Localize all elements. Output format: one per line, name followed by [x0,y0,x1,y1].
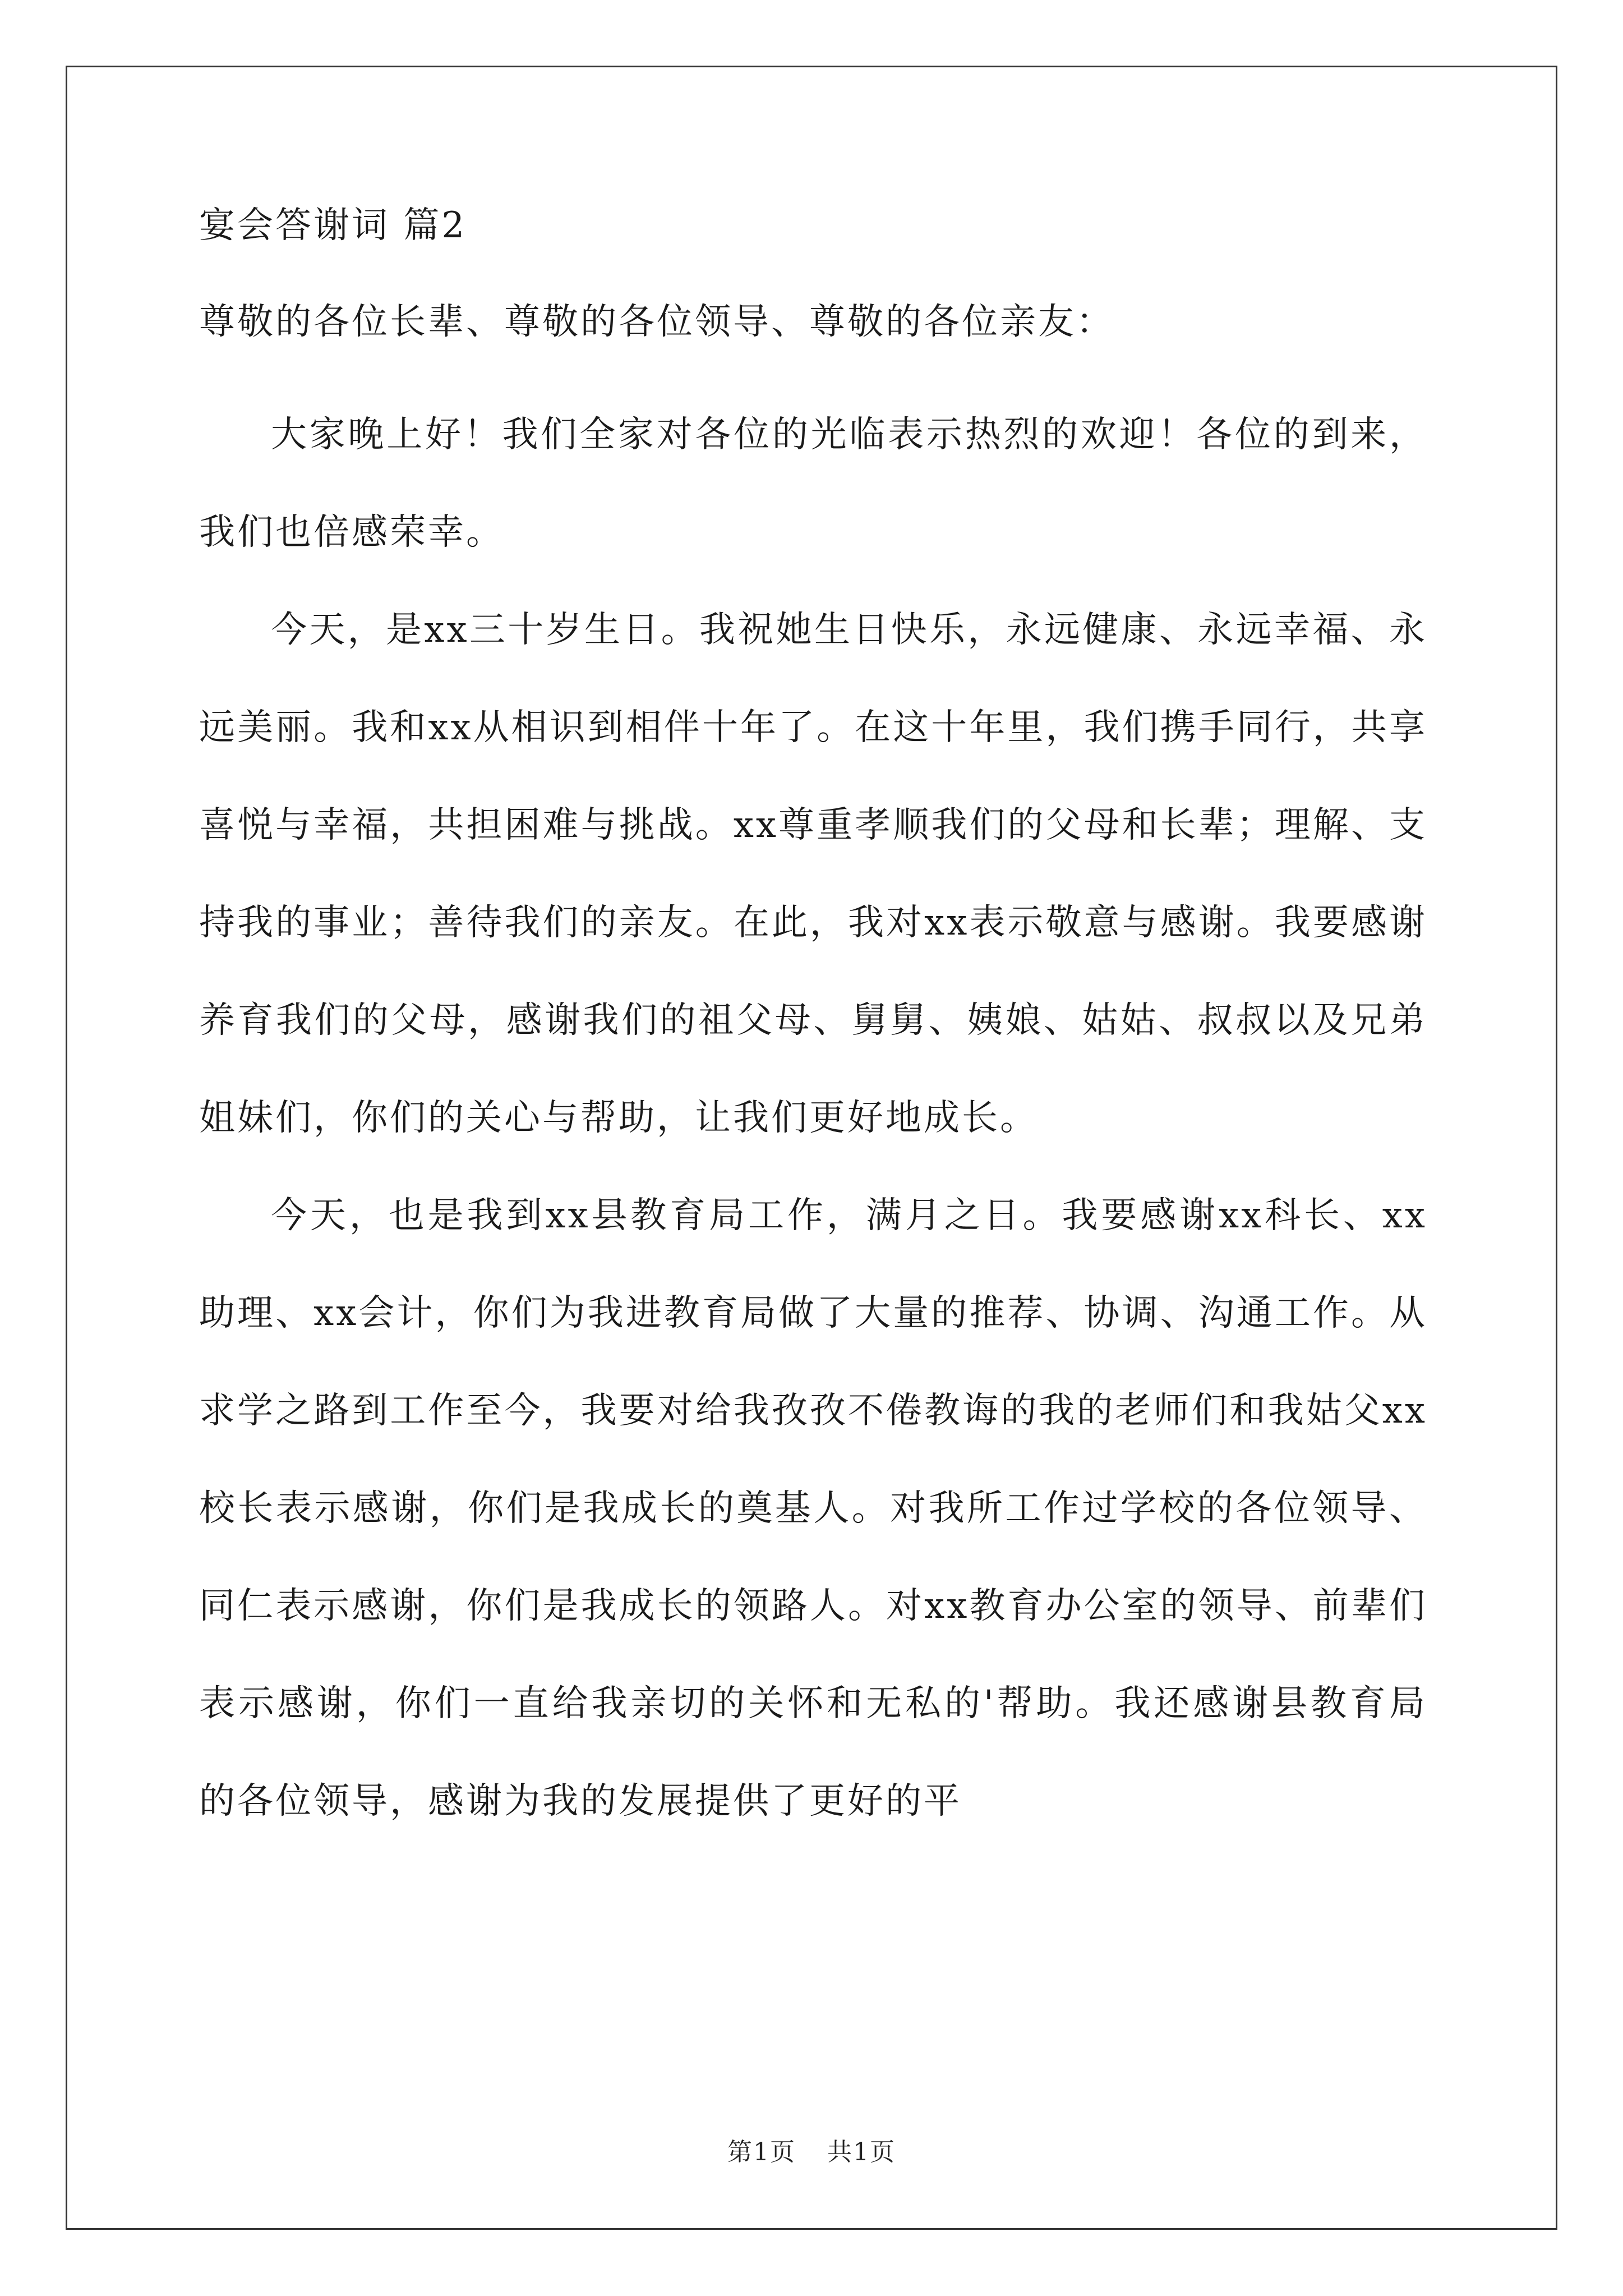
paragraph-birthday: 今天，是xx三十岁生日。我祝她生日快乐，永远健康、永远幸福、永远美丽。我和xx从相识到相伴十年了。在这十年里，我们携手同行，共享喜悦与幸福，共担困难与挑战。xx尊重孝顺我们的父母和长辈；理解、支持我的事业；善待我们的亲友。在此，我对xx表示敬意与感谢。我要感谢养育我们的父母，感谢我们的祖父母、舅舅、姨娘、姑姑、叔叔以及兄弟姐妹们，你们的关心与帮助，让我们更好地成长。 [199,609,1427,1139]
page-number: 第1页 [727,2138,796,2166]
document-heading: 宴会答谢词 篇2 [199,205,467,246]
page-total: 共1页 [827,2138,896,2166]
paragraph-greeting: 大家晚上好！我们全家对各位的光临表示热烈的欢迎！各位的到来，我们也倍感荣幸。 [199,414,1427,553]
paragraph-work-thanks: 今天，也是我到xx县教育局工作，满月之日。我要感谢xx科长、xx助理、xx会计，你们为我进教育局做了大量的推荐、协调、沟通工作。从求学之路到工作至今，我要对给我孜孜不倦教诲的我的老师们和我姑父xx校长表示感谢，你们是我成长的奠基人。对我所工作过学校的各位领导、同仁表示感谢，你们是我成长的领路人。对xx教育办公室的领导、前辈们表示感谢，你们一直给我亲切的关怀和无私的'帮助。我还感谢县教育局的各位领导，感谢为我的发展提供了更好的平 [199,1195,1427,1822]
document-body [199,205,1427,1850]
page-footer [0,2132,1623,2168]
salutation: 尊敬的各位长辈、尊敬的各位领导、尊敬的各位亲友： [199,301,1114,343]
